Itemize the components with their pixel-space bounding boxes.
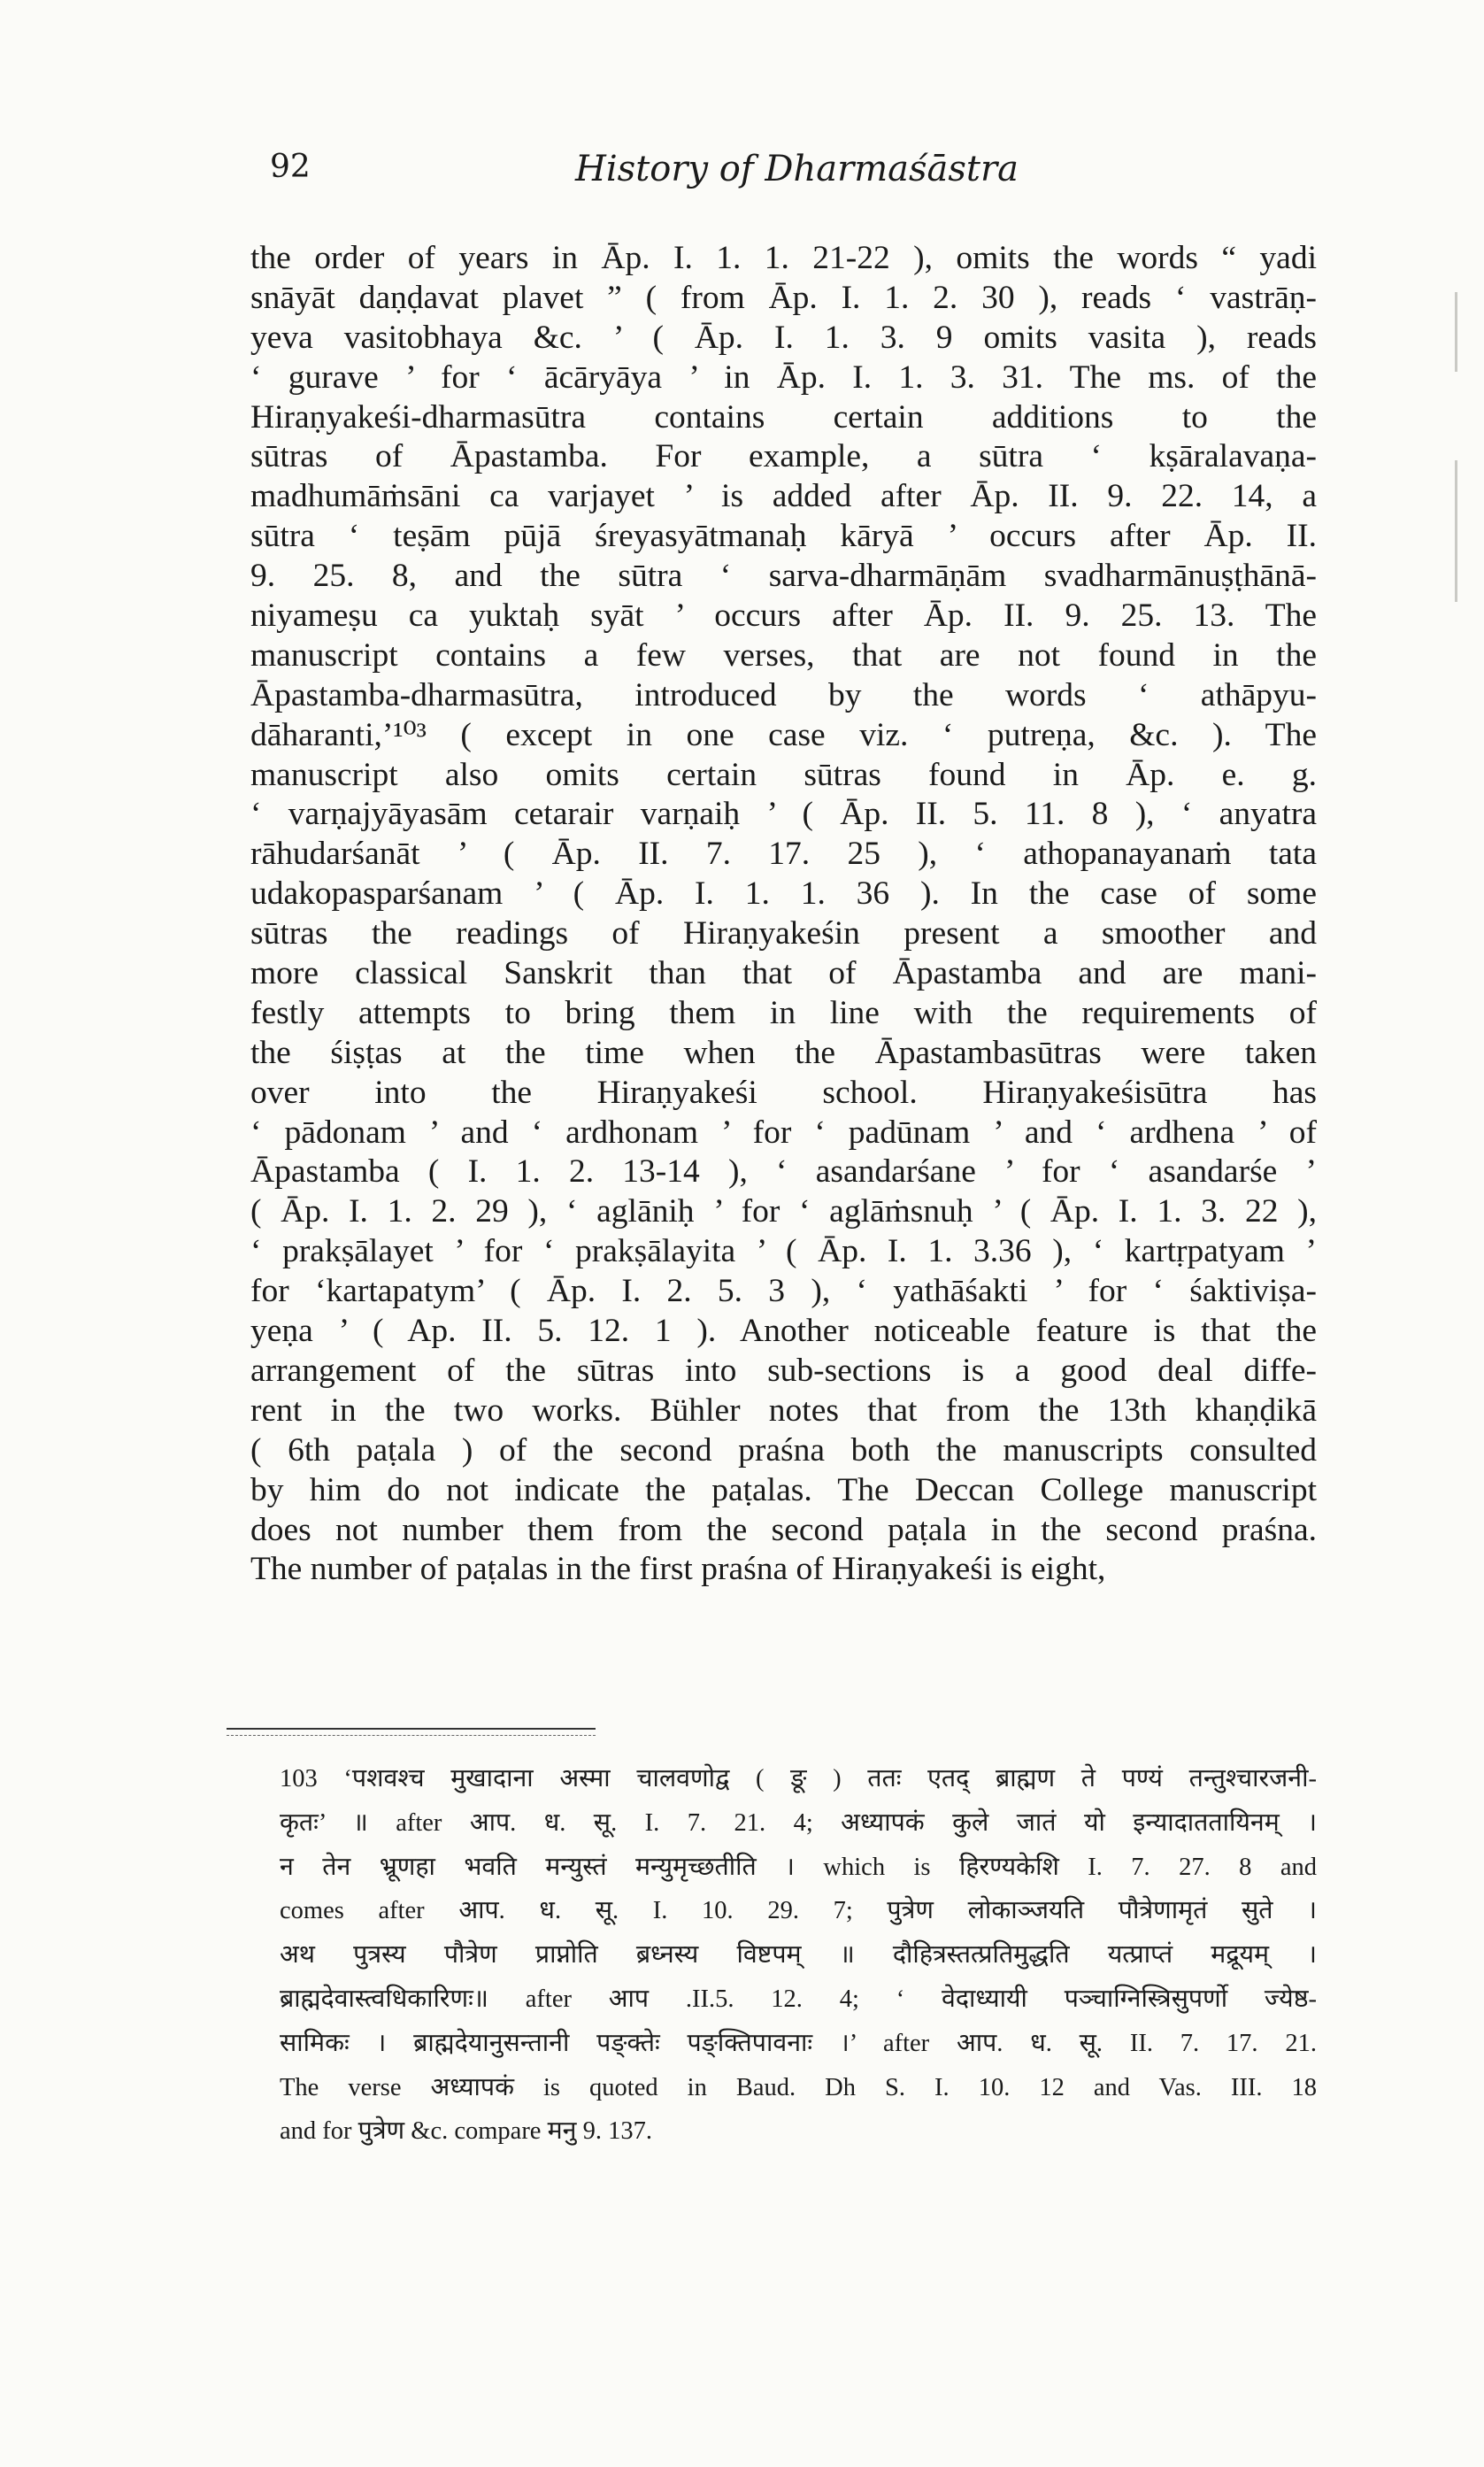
text-line: rāhudarśanāt ’ ( Āp. II. 7. 17. 25 ), ‘ athopanayanaṁ tata — [250, 836, 1317, 873]
text-line: 9. 25. 8, and the sūtra ‘ sarva-dharmāṇām svadharmānuṣṭhānā- — [250, 558, 1317, 595]
text-line: ‘ pādonam ’ and ‘ ardhonam ’ for ‘ padūnam ’ and ‘ ardhena ’ of — [250, 1114, 1317, 1151]
footnote-line: न तेन भ्रूणहा भवति मन्युस्तं मन्युमृच्छतीति । which is हिरण्यकेशि I. 7. 27. 8 and — [280, 1853, 1317, 1881]
running-title: History of Dharmaśāstra — [575, 149, 1019, 189]
text-line: madhumāṁsāni ca varjayet ’ is added after Āp. II. 9. 22. 14, a — [250, 478, 1317, 515]
text-line: ‘ gurave ’ for ‘ ācāryāya ’ in Āp. I. 1. 3. 31. The ms. of the — [250, 358, 1317, 396]
text-line: Āpastamba-dharmasūtra, introduced by the words ‘ athāpyu- — [250, 676, 1317, 713]
margin-scan-mark — [1455, 292, 1457, 372]
text-line: rent in the two works. Bühler notes that from the 13th khaṇḍikā — [250, 1392, 1317, 1429]
text-line: Hiraṇyakeśi-dharmasūtra contains certain additions to the — [250, 398, 1317, 436]
text-line: The number of paṭalas in the first praśna of Hiraṇyakeśi is eight, — [250, 1551, 1106, 1588]
text-line: arrangement of the sūtras into sub-sections is a good deal diffe- — [250, 1352, 1317, 1389]
footnote-line: अथ पुत्रस्य पौत्रेण प्राप्नोति ब्रध्नस्य विष्टपम् ॥ दौहित्रस्तत्प्रतिमुद्धति यत्प्राप्तं मद्रूयम् । — [280, 1941, 1317, 1970]
text-line: niyameṣu ca yuktaḥ syāt ’ occurs after Āp. II. 9. 25. 13. The — [250, 597, 1317, 635]
text-line: ‘ prakṣālayet ’ for ‘ prakṣālayita ’ ( Āp. I. 1. 3.36 ), ‘ kartṛpatyam ’ — [250, 1233, 1317, 1270]
footnote-line: comes after आप. ध. सू. I. 10. 29. 7; पुत्रेण लोकाञ्जयति पौत्रेणामृतं सुते । — [280, 1897, 1317, 1925]
text-line: over into the Hiraṇyakeśi school. Hiraṇyakeśisūtra has — [250, 1074, 1317, 1111]
text-line: sūtras of Āpastamba. For example, a sūtra ‘ kṣāralavaṇa- — [250, 438, 1317, 475]
margin-scan-mark — [1455, 460, 1457, 602]
body-text — [250, 239, 1317, 1590]
text-line: ( 6th paṭala ) of the second praśna both the manuscripts consulted — [250, 1431, 1317, 1469]
page-number: 92 — [270, 149, 311, 185]
footnote-line: कृतः’ ॥ after आप. ध. सू. I. 7. 21. 4; अध्यापकं कुले जातं यो इन्यादाततायिनम् । — [280, 1808, 1317, 1837]
text-line: manuscript also omits certain sūtras found in Āp. e. g. — [250, 756, 1317, 793]
text-line: ( Āp. I. 1. 2. 29 ), ‘ aglāniḥ ’ for ‘ aglāṁsnuḥ ’ ( Āp. I. 1. 3. 22 ), — [250, 1193, 1317, 1230]
text-line: Āpastamba ( I. 1. 2. 13-14 ), ‘ asandarśane ’ for ‘ asandarśe ’ — [250, 1153, 1317, 1191]
text-line: by him do not indicate the paṭalas. The Deccan College manuscript — [250, 1471, 1317, 1508]
text-line: festly attempts to bring them in line with the requirements of — [250, 994, 1317, 1031]
footnote-rule-ornament — [227, 1735, 596, 1736]
text-line: ‘ varṇajyāyasām cetarair varṇaiḥ ’ ( Āp. II. 5. 11. 8 ), ‘ anyatra — [250, 796, 1317, 833]
footnote-line: ब्राह्मदेवास्त्वधिकारिणः॥ after आप .II.5. 12. 4; ‘ वेदाध्यायी पञ्चाग्निस्त्रिसुपर्णो ज्येष्ठ- — [280, 1985, 1317, 2013]
page-header — [0, 149, 1484, 202]
text-line: sūtra ‘ teṣām pūjā śreyasyātmanaḥ kāryā ’ occurs after Āp. II. — [250, 518, 1317, 555]
text-line: snāyāt daṇḍavat plavet ” ( from Āp. I. 1. 2. 30 ), reads ‘ vastrāṇ- — [250, 279, 1317, 316]
footnote-line: सामिकः । ब्राह्मदेयानुसन्तानी पङ्क्तेः पङ्क्तिपावनाः ।’ after आप. ध. सू. II. 7. 17. 21. — [280, 2029, 1317, 2057]
text-line: the order of years in Āp. I. 1. 1. 21-22 ), omits the words “ yadi — [250, 240, 1317, 276]
footnote-line: 103 ‘पशवश्च मुखादाना अस्मा चालवणोद्व ( ङू ) ततः एतद् ब्राह्मण ते पण्यं तन्तुश्चारजनी- — [280, 1765, 1317, 1792]
text-line: for ‘kartapatym’ ( Āp. I. 2. 5. 3 ), ‘ yathāśakti ’ for ‘ śaktiviṣa- — [250, 1273, 1317, 1310]
text-line: yeva vasitobhaya &c. ’ ( Āp. I. 1. 3. 9 omits vasita ), reads — [250, 319, 1317, 356]
text-line: manuscript contains a few verses, that are not found in the — [250, 636, 1317, 674]
footnote-rule — [227, 1728, 596, 1730]
footnote-line: and for पुत्रेण &c. compare मनु 9. 137. — [280, 2117, 652, 2146]
text-line: dāharanti,’¹⁰³ ( except in one case viz. ‘ putreṇa, &c. ). The — [250, 716, 1317, 753]
footnote-103 — [280, 1757, 1317, 2154]
text-line: yeṇa ’ ( Ap. II. 5. 12. 1 ). Another noticeable feature is that the — [250, 1313, 1317, 1350]
text-line: more classical Sanskrit than that of Āpastamba and are mani- — [250, 955, 1317, 992]
text-line: does not number them from the second paṭala in the second praśna. — [250, 1511, 1317, 1548]
text-line: the śiṣṭas at the time when the Āpastambasūtras were taken — [250, 1034, 1317, 1071]
text-line: sūtras the readings of Hiraṇyakeśin present a smoother and — [250, 915, 1317, 952]
footnote-line: The verse अध्यापकं is quoted in Baud. Dh S. I. 10. 12 and Vas. III. 18 — [280, 2073, 1317, 2101]
text-line: udakopasparśanam ’ ( Āp. I. 1. 1. 36 ). In the case of some — [250, 875, 1317, 913]
